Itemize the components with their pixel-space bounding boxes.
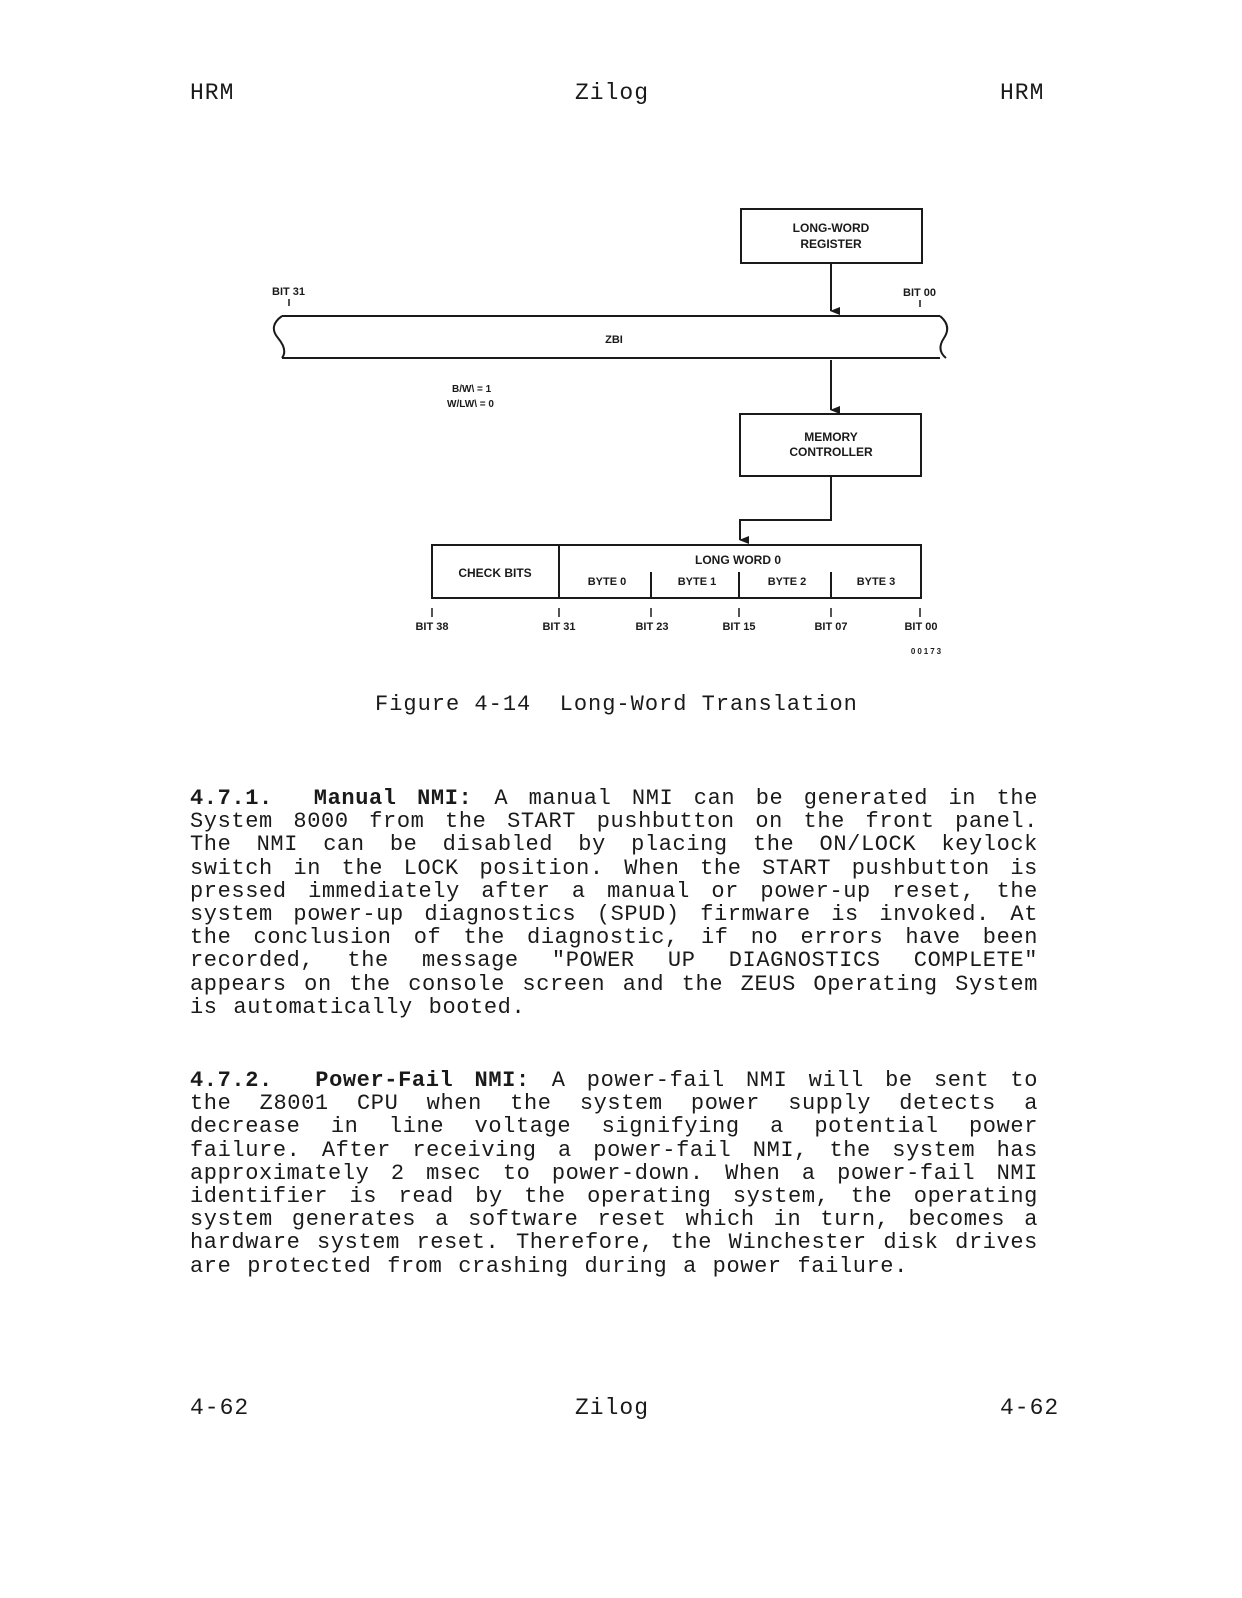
wlw-label: W/LW\ = 0 bbox=[447, 399, 494, 410]
header-right: HRM bbox=[1000, 80, 1045, 106]
section-power-fail-nmi bbox=[190, 1069, 1038, 1278]
section-body: A power-fail NMI will be sent to the Z8001 CPU when the system power supply detects a decrease in line voltage signifying a potential power failure. After receiving a power-fail NMI, the system has approximately 2 msec to power-down. When a power-fail NMI identifier is read by the operating system, the operating system generates a software reset which in turn, becomes a hardware system reset. Therefore, the Winchester disk drives are protected from crashing during a power failure. bbox=[190, 1068, 1039, 1279]
figure-code: 00173 bbox=[910, 647, 944, 656]
byte-3-label: BYTE 3 bbox=[856, 576, 896, 588]
memory-controller-label-2: CONTROLLER bbox=[789, 445, 873, 459]
header-center: Zilog bbox=[575, 80, 650, 106]
section-heading: 4.7.2. Power-Fail NMI: bbox=[190, 1068, 530, 1093]
section-manual-nmi bbox=[190, 787, 1038, 1019]
footer-left: 4-62 bbox=[190, 1395, 250, 1421]
header-left: HRM bbox=[190, 80, 235, 106]
long-word-translation-diagram bbox=[0, 0, 1242, 700]
check-bits-label: CHECK BITS bbox=[458, 566, 532, 580]
long-word-register-label-1: LONG-WORD bbox=[792, 221, 870, 235]
bus-bit31-label: BIT 31 bbox=[272, 286, 306, 298]
footer-right: 4-62 bbox=[1000, 1395, 1060, 1421]
controller-to-longword-arrow bbox=[740, 476, 831, 540]
figure-caption: Figure 4-14 Long-Word Translation bbox=[375, 692, 858, 717]
footer-center: Zilog bbox=[575, 1395, 650, 1421]
bit-07-label: BIT 07 bbox=[814, 621, 848, 633]
memory-controller-label-1: MEMORY bbox=[804, 430, 858, 444]
byte-2-label: BYTE 2 bbox=[767, 576, 807, 588]
byte-1-label: BYTE 1 bbox=[677, 576, 717, 588]
zbi-bus-label: ZBI bbox=[605, 334, 623, 346]
bit-23-label: BIT 23 bbox=[635, 621, 669, 633]
long-word-register-label-2: REGISTER bbox=[800, 237, 862, 251]
bit-00-label: BIT 00 bbox=[904, 621, 938, 633]
bit-38-label: BIT 38 bbox=[415, 621, 449, 633]
bit-31-label: BIT 31 bbox=[542, 621, 576, 633]
bit-15-label: BIT 15 bbox=[722, 621, 756, 633]
long-word-register-box bbox=[741, 209, 922, 263]
section-body: A manual NMI can be generated in the System 8000 from the START pushbutton on the front panel. The NMI can be disabled by placing the ON/LOCK keylock switch in the LOCK position. When the START pushbutton is pressed immediately after a manual or power-up reset, the system power-up diagnostics (SPUD) firmware is invoked. At the conclusion of the diagnostic, if no errors have been recorded, the message "POWER UP DIAGNOSTICS COMPLETE" appears on the console screen and the ZEUS Operating System is automatically booted. bbox=[190, 786, 1038, 1020]
bit-ticks bbox=[432, 608, 920, 617]
byte-0-label: BYTE 0 bbox=[587, 576, 627, 588]
bw-label: B/W\ = 1 bbox=[452, 384, 492, 395]
section-heading: 4.7.1. Manual NMI: bbox=[190, 786, 473, 811]
long-word-0-label: LONG WORD 0 bbox=[695, 553, 781, 567]
bus-bit00-label: BIT 00 bbox=[903, 287, 937, 299]
